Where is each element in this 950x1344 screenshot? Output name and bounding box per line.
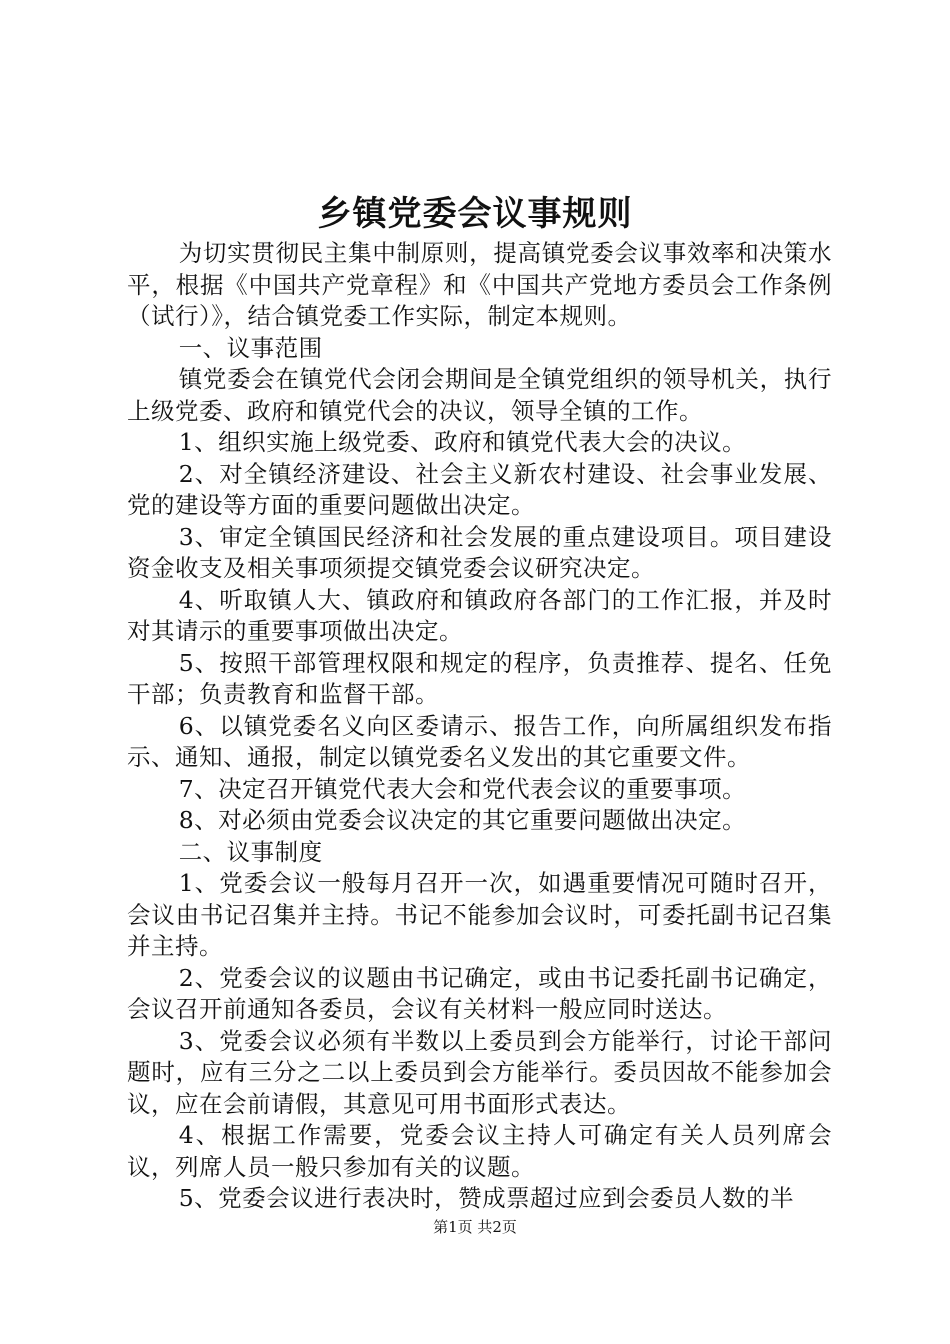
scope-item-4: 4、听取镇人大、镇政府和镇政府各部门的工作汇报，并及时对其请示的重要事项做出决定。: [127, 585, 832, 645]
section-heading-system: 二、议事制度: [178, 837, 323, 866]
system-item-4: 4、根据工作需要，党委会议主持人可确定有关人员列席会议，列席人员一般只参加有关的议题。: [127, 1121, 832, 1181]
system-item-5: 5、党委会议进行表决时，赞成票超过应到会委员人数的半: [178, 1184, 795, 1212]
paragraph-scope-intro: 镇党委会在镇党代会闭会期间是全镇党组织的领导机关，执行上级党委、政府和镇党代会的决议，领导全镇的工作。: [127, 365, 832, 425]
scope-item-2: 2、对全镇经济建设、社会主义新农村建设、社会事业发展、党的建设等方面的重要问题做出决定。: [127, 459, 832, 519]
system-item-2: 2、党委会议的议题由书记确定，或由书记委托副书记确定，会议召开前通知各委员，会议有关材料一般应同时送达。: [127, 963, 832, 1023]
section-heading-scope: 一、议事范围: [178, 333, 323, 362]
page-footer: 第1页 共2页: [433, 1218, 517, 1236]
scope-item-3: 3、审定全镇国民经济和社会发展的重点建设项目。项目建设资金收支及相关事项须提交镇党委会议研究决定。: [127, 522, 832, 582]
paragraph-preamble: 为切实贯彻民主集中制原则，提高镇党委会议事效率和决策水平，根据《中国共产党章程》和《中国共产党地方委员会工作条例（试行）》，结合镇党委工作实际，制定本规则。: [127, 239, 832, 330]
scope-item-5: 5、按照干部管理权限和规定的程序，负责推荐、提名、任免干部；负责教育和监督干部。: [127, 648, 832, 708]
scope-item-7: 7、决定召开镇党代表大会和党代表会议的重要事项。: [178, 774, 747, 803]
document-body: [127, 238, 832, 1215]
system-item-3: 3、党委会议必须有半数以上委员到会方能举行，讨论干部问题时，应有三分之二以上委员到会方能举行。委员因故不能参加会议，应在会前请假，其意见可用书面形式表达。: [127, 1026, 832, 1118]
document-title: 乡镇党委会议事规则: [317, 194, 633, 234]
scope-item-6: 6、以镇党委名义向区委请示、报告工作，向所属组织发布指示、通知、通报，制定以镇党委名义发出的其它重要文件。: [127, 711, 832, 771]
scope-item-8: 8、对必须由党委会议决定的其它重要问题做出决定。: [178, 806, 747, 834]
system-item-1: 1、党委会议一般每月召开一次，如遇重要情况可随时召开，会议由书记召集并主持。书记不能参加会议时，可委托副书记召集并主持。: [127, 869, 832, 960]
scope-item-1: 1、组织实施上级党委、政府和镇党代表大会的决议。: [178, 428, 747, 456]
